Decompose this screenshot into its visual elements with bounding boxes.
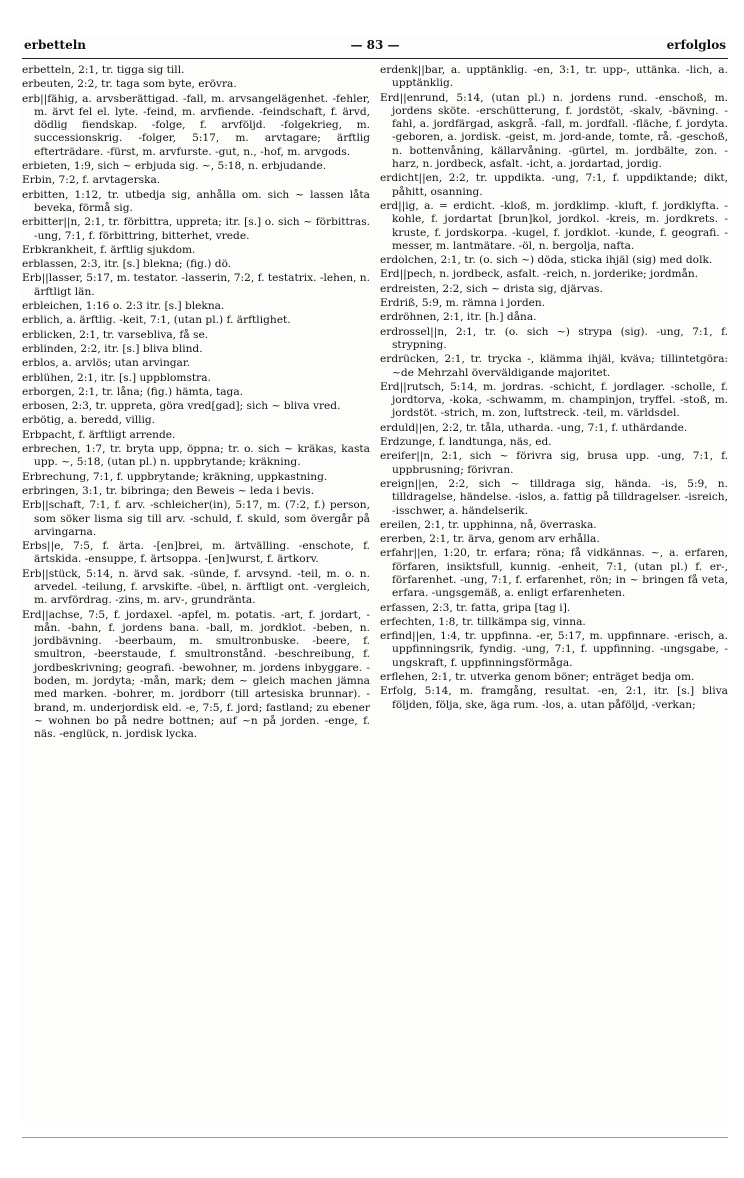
- dictionary-entry: erblassen, 2:3, itr. [s.] blekna; (fig.) dö.: [22, 258, 232, 271]
- dictionary-entry: Erd||pech, n. jordbeck, asfalt. -reich, n. jorderike; jordmån.: [380, 268, 699, 281]
- dictionary-entry: ererben, 2:1, tr. ärva, genom arv erhålla.: [380, 533, 600, 546]
- dictionary-entry: Erd||rutsch, 5:14, m. jordras. -schicht, f. jordlager. -scholle, f. jordtorva, -koka, -schwamm, m. champinjon, tryffel. -stoß, m. jordstöt. -strich, m. zon, luftstreck. -teil, m. världsdel.: [380, 380, 728, 420]
- dictionary-entry: Erb||schaft, 7:1, f. arv. -schleicher(in), 5:17, m. (7:2, f.) person, som söker lismа sig till arv. -schuld, f. skuld, som övergår på arvingarna.: [22, 499, 370, 538]
- dictionary-entry: erblos, a. arvlös; utan arvingar.: [22, 357, 191, 370]
- dictionary-entry: erborgen, 2:1, tr. låna; (fig.) hämta, taga.: [22, 385, 243, 398]
- dictionary-entry: erbleichen, 1:16 o. 2:3 itr. [s.] blekna.: [22, 300, 225, 313]
- dictionary-entry: erbeuten, 2:2, tr. taga som byte, erövra.: [22, 78, 237, 91]
- dictionary-entry: erbosen, 2:3, tr. uppreta, göra vred[gad]; sich ~ bliva vred.: [22, 400, 341, 413]
- dictionary-entry: erblühen, 2:1, itr. [s.] uppblomstra.: [22, 371, 211, 384]
- dictionary-entry: Erbkrankheit, f. ärftlig sjukdom.: [22, 243, 196, 256]
- dictionary-entry: erfind||en, 1:4, tr. uppfinna. -er, 5:17, m. uppfinnare. -erisch, a. uppfinningsrik, fyndig. -ung, 7:1, f. uppfinning. -ungsgabe, -ungskraft, f. uppfinningsförmåga.: [380, 630, 728, 669]
- right-column: [380, 64, 728, 1126]
- dictionary-entry: erdrossel||n, 2:1, tr. (o. sich ~) strypa (sig). -ung, 7:1, f. strypning.: [380, 325, 728, 351]
- dictionary-entry: erflehen, 2:1, tr. utverka genom böner; enträget bedja om.: [380, 671, 695, 684]
- dictionary-entry: Erb||stück, 5:14, n. ärvd sak. -sünde, f. arvsynd. -teil, m. o. n. arvedel. -teilung, f. arvskifte. -übel, n. ärftligt ont. -vergleich, m. arvfördrag. -zins, m. arv-, grundränta.: [22, 567, 370, 607]
- dictionary-entry: ereifer||n, 2:1, sich ~ förivra sig, brusa upp. -ung, 7:1, f. uppbrusning; förivran.: [380, 450, 728, 476]
- dictionary-entry: erdröhnen, 2:1, itr. [h.] dåna.: [380, 311, 537, 324]
- dictionary-entry: Erbpacht, f. ärftligt arrende.: [22, 428, 176, 441]
- page-header: [22, 36, 728, 59]
- left-column: [22, 64, 370, 1126]
- dictionary-entry: Erbs||e, 7:5, f. ärta. -[en]brei, m. ärtvälling. -enschote, f. ärtskida. -ensuppe, f. ärtsoppa. -[en]wurst, f. ärtkorv.: [22, 540, 370, 566]
- dictionary-entry: Erbin, 7:2, f. arvtagerska.: [22, 174, 161, 187]
- header-right-guideword: erfolglos: [666, 38, 726, 52]
- dictionary-entry: erbötig, a. beredd, villig.: [22, 414, 156, 427]
- dictionary-entry: erdicht||en, 2:2, tr. uppdikta. -ung, 7:1, f. uppdiktande; dikt, påhitt, osanning.: [380, 172, 728, 198]
- dictionary-entry: erblinden, 2:2, itr. [s.] bliva blind.: [22, 342, 203, 355]
- dictionary-entry: erfechten, 1:8, tr. tillkämpa sig, vinna.: [380, 615, 586, 628]
- dictionary-entry: erbitter||n, 2:1, tr. förbittra, uppreta; itr. [s.] o. sich ~ förbittras. -ung, 7:1, f. förbittring, bitterhet, vrede.: [22, 216, 370, 242]
- bottom-rule: [22, 1137, 728, 1138]
- page-number: — 83 —: [350, 38, 400, 52]
- dictionary-entry: erdreisten, 2:2, sich ~ drista sig, djärvas.: [380, 282, 603, 295]
- dictionary-entry: erfahr||en, 1:20, tr. erfara; röna; få vidkännas. ~, a. erfaren, förfaren, insiktsfull, kunnig. -enheit, 7:1, (utan pl.) f. er-, förfarenhet. -ung, 7:1, f. erfarenhet, rön; in ~ bringen få veta, erfara. -ungsgemäß, a. enligt erfarenheten.: [380, 547, 728, 600]
- dictionary-entry: Erd||enrund, 5:14, (utan pl.) n. jordens rund. -enschoß, m. jordens sköte. -erschütterung, f. jordstöt, -skalv, -bävning. -fahl, a. jordfärgad, askgrå. -fall, m. jordfall. -fläche, f. jordyta. -geboren, a. jordisk. -geist, m. jord-ande, tomte, rå. -geschoß, n. bottenvåning, källarvåning. -gürtel, m. jordbälte, zon. -harz, n. jordbeck, asfalt. -icht, a. jordartad, jordig.: [380, 91, 728, 171]
- header-left-guideword: erbetteln: [24, 38, 86, 52]
- dictionary-entry: erbrechen, 1:7, tr. bryta upp, öppna; tr. o. sich ~ kräkas, kasta upp. ~, 5:18, (utan pl.) n. uppbrytande; kräkning.: [22, 443, 370, 469]
- dictionary-entry: erfassen, 2:3, tr. fatta, gripa [tag i].: [380, 601, 571, 614]
- dictionary-entry: Erd||achse, 7:5, f. jordaxel. -apfel, m. potatis. -art, f. jordart, -mån. -bahn, f. jordens bana. -ball, m. jordklot. -beben, n. jordbävning. -beerbaum, m. smultronbuske. -beere, f. smultron, -beerstaude, f. smultronstånd. -beschreibung, f. jordbeskrivning; geografi. -bewohner, m. jordens inbyggare. -boden, m. jordyta; -mån, mark; dem ~ gleich machen jämna med marken. -bohrer, m. jordborr (till artesiska brunnar). -brand, m. underjordisk eld. -e, 7:5, f. jord; fastland; zu ebener ~ wohnen bo på nedre bottnen; auf ~n på jorden. -enge, f. näs. -englück, n. jordisk lycka.: [22, 608, 370, 741]
- dictionary-entry: erblich, a. ärftlig. -keit, 7:1, (utan pl.) f. ärftlighet.: [22, 314, 291, 327]
- dictionary-entry: Erb||lasser, 5:17, m. testator. -lasserin, 7:2, f. testatrix. -lehen, n. ärftligt län.: [22, 272, 370, 298]
- dictionary-page: [22, 36, 728, 1126]
- dictionary-entry: erdrücken, 2:1, tr. trycka -, klämma ihjäl, kväva; tillintetgöra: ~de Mehrzahl överväldigande majoritet.: [380, 353, 728, 379]
- dictionary-entry: erdolchen, 2:1, tr. (o. sich ~) döda, sticka ihjäl (sig) med dolk.: [380, 254, 713, 267]
- dictionary-entry: Erfolg, 5:14, m. framgång, resultat. -en, 2:1, itr. [s.] bliva följden, följa, ske, äga rum. -los, a. utan påföljd, -verkan;: [380, 685, 728, 711]
- dictionary-columns: [22, 64, 728, 1126]
- dictionary-entry: erd||ig, a. = erdicht. -kloß, m. jordklimp. -kluft, f. jordklyfta. -kohle, f. jordartat [brun]kol, jordkol. -kreis, m. jordkrets. -kruste, f. jordskorpa. -kugel, f. jordklot. -kunde, f. geografi. -messer, m. lantmätare. -öl, n. bergolja, nafta.: [380, 199, 728, 252]
- dictionary-entry: Erdriß, 5:9, m. rämna i jorden.: [380, 297, 546, 310]
- dictionary-entry: ereign||en, 2:2, sich ~ tilldraga sig, hända. -is, 5:9, n. tilldragelse, händelse. -islos, a. fattig på tilldragelser. -isreich, -isschwer, a. händelserik.: [380, 477, 728, 517]
- dictionary-entry: erbitten, 1:12, tr. utbedja sig, anhålla om. sich ~ lassen låta beveka, förmå sig.: [22, 188, 370, 214]
- dictionary-entry: erduld||en, 2:2, tr. tåla, utharda. -ung, 7:1, f. uthärdande.: [380, 421, 688, 434]
- dictionary-entry: erbetteln, 2:1, tr. tigga sig till.: [22, 64, 185, 76]
- dictionary-entry: Erbrechung, 7:1, f. uppbrytande; kräkning, uppkastning.: [22, 470, 328, 483]
- dictionary-entry: erblicken, 2:1, tr. varsebliva, få se.: [22, 328, 209, 341]
- dictionary-entry: erb||fähig, a. arvsberättigad. -fall, m. arvsangelägenhet. -fehler, m. ärvt fel el. lyte. -feind, m. arvfiende. -feindschaft, f. ärvd, dödlig fiendskap. -folge, f. arvföljd. -folgekrieg, m. successionskrig. -folger, 5:17, m. arvtagare; ärftlig efterträdare. -fürst, m. arvfurste. -gut, n., -hof, m. arvgods.: [22, 92, 370, 158]
- dictionary-entry: erbringen, 3:1, tr. bibringa; den Beweis ~ leda i bevis.: [22, 484, 315, 497]
- dictionary-entry: Erdzunge, f. landtunga, näs, ed.: [380, 436, 552, 449]
- dictionary-entry: erbieten, 1:9, sich ~ erbjuda sig. ~, 5:18, n. erbjudande.: [22, 160, 327, 173]
- dictionary-entry: erdenk||bar, a. upptänklig. -en, 3:1, tr. upp-, uttänka. -lich, a. upptänklig.: [380, 64, 728, 90]
- dictionary-entry: ereilen, 2:1, tr. upphinna, nå, överraska.: [380, 518, 597, 531]
